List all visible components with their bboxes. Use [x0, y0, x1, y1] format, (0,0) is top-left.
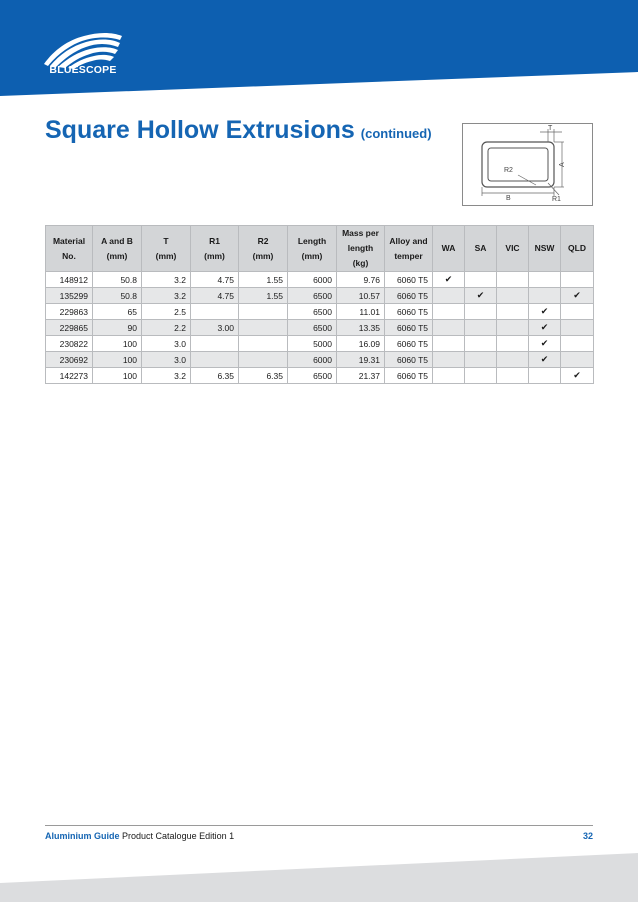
table-cell — [239, 320, 288, 336]
column-header — [46, 226, 93, 272]
dim-label-t: T — [548, 125, 553, 132]
table-cell: 10.57 — [337, 288, 385, 304]
checkmark-icon: ✔ — [561, 288, 594, 304]
table-cell — [433, 352, 465, 368]
table-row — [46, 272, 594, 288]
table-cell: 229863 — [46, 304, 93, 320]
column-header-line: VIC — [505, 243, 520, 253]
table-cell — [529, 288, 561, 304]
column-header-line: No. — [62, 250, 76, 261]
table-cell — [191, 304, 239, 320]
dim-label-b: B — [506, 195, 511, 202]
table-row — [46, 320, 594, 336]
table-cell — [191, 352, 239, 368]
table-cell: 230822 — [46, 336, 93, 352]
column-header-line: Material — [52, 235, 86, 246]
table-cell: 9.76 — [337, 272, 385, 288]
table-cell — [433, 368, 465, 384]
table-cell: 5000 — [288, 336, 337, 352]
table-cell: 50.8 — [93, 272, 142, 288]
table-cell: 6.35 — [191, 368, 239, 384]
dim-label-a: A — [559, 162, 566, 167]
page-number: 32 — [582, 831, 593, 841]
checkmark-icon: ✔ — [433, 272, 465, 288]
table-body — [46, 272, 594, 384]
table-cell — [497, 304, 529, 320]
column-header — [288, 226, 337, 272]
table-cell: 6060 T5 — [385, 368, 433, 384]
dim-label-r1: R1 — [552, 196, 561, 203]
dim-label-r2: R2 — [504, 167, 513, 174]
table-cell: 6500 — [288, 304, 337, 320]
table-cell: 6500 — [288, 288, 337, 304]
table-cell: 3.2 — [142, 368, 191, 384]
table-cell: 11.01 — [337, 304, 385, 320]
column-header-line: A and B — [101, 235, 133, 246]
table-cell: 142273 — [46, 368, 93, 384]
table-cell — [433, 336, 465, 352]
table-header-row — [46, 226, 594, 272]
table-cell: 1.55 — [239, 272, 288, 288]
table-cell — [561, 304, 594, 320]
table-cell: 6500 — [288, 320, 337, 336]
column-header — [529, 226, 561, 272]
column-header-line: (mm) — [252, 250, 274, 261]
table-cell — [465, 336, 497, 352]
column-header — [93, 226, 142, 272]
table-cell: 100 — [93, 336, 142, 352]
table-row — [46, 368, 594, 384]
checkmark-icon: ✔ — [529, 336, 561, 352]
column-header-line: (mm) — [301, 250, 323, 261]
table-cell — [497, 368, 529, 384]
table-cell — [239, 352, 288, 368]
column-header-line: QLD — [568, 243, 586, 253]
column-header — [433, 226, 465, 272]
table-cell: 3.0 — [142, 352, 191, 368]
table-cell: 6060 T5 — [385, 336, 433, 352]
table-cell — [497, 336, 529, 352]
table-cell: 6000 — [288, 352, 337, 368]
brand-name: BLUESCOPE — [49, 64, 117, 76]
table-cell: 1.55 — [239, 288, 288, 304]
table-cell: 2.5 — [142, 304, 191, 320]
table-cell: 21.37 — [337, 368, 385, 384]
column-header-line: (mm) — [155, 250, 177, 261]
table-cell — [497, 272, 529, 288]
footer-guide: Aluminium Guide — [45, 831, 120, 841]
table-cell: 6.35 — [239, 368, 288, 384]
table-cell: 148912 — [46, 272, 93, 288]
checkmark-icon: ✔ — [465, 288, 497, 304]
table-row — [46, 352, 594, 368]
table-cell — [465, 272, 497, 288]
column-header-line: R1 — [209, 235, 220, 246]
checkmark-icon: ✔ — [529, 320, 561, 336]
product-table — [45, 225, 594, 384]
table-cell: 4.75 — [191, 288, 239, 304]
table-cell — [465, 368, 497, 384]
table-cell — [561, 272, 594, 288]
column-header — [337, 226, 385, 272]
column-header-line: R2 — [257, 235, 269, 246]
table-cell: 6060 T5 — [385, 320, 433, 336]
table-row — [46, 288, 594, 304]
table-cell — [465, 352, 497, 368]
table-cell — [433, 304, 465, 320]
checkmark-icon: ✔ — [529, 352, 561, 368]
table-cell: 229865 — [46, 320, 93, 336]
page-subtitle: (continued) — [360, 126, 432, 141]
table-cell — [465, 304, 497, 320]
table-cell: 230692 — [46, 352, 93, 368]
column-header — [385, 226, 433, 272]
column-header-line: (mm) — [106, 250, 128, 261]
column-header-line: length (kg) — [347, 243, 374, 268]
column-header-line: (mm) — [204, 250, 225, 261]
column-header-line: WA — [441, 243, 456, 253]
column-header — [142, 226, 191, 272]
table-cell — [433, 320, 465, 336]
table-cell: 3.2 — [142, 288, 191, 304]
footer-band — [0, 845, 638, 902]
table-cell — [465, 320, 497, 336]
table-cell: 90 — [93, 320, 142, 336]
table-cell: 6060 T5 — [385, 304, 433, 320]
table-cell: 100 — [93, 368, 142, 384]
table-cell: 2.2 — [142, 320, 191, 336]
table-cell: 3.00 — [191, 320, 239, 336]
checkmark-icon: ✔ — [561, 368, 594, 384]
table-cell: 19.31 — [337, 352, 385, 368]
table-cell — [497, 352, 529, 368]
table-cell — [561, 320, 594, 336]
table-cell: 16.09 — [337, 336, 385, 352]
page-heading — [45, 116, 432, 145]
footer-divider — [45, 825, 593, 826]
table-cell — [529, 272, 561, 288]
table-row — [46, 336, 594, 352]
column-header-line: NSW — [534, 243, 555, 253]
table-cell — [529, 368, 561, 384]
table-cell — [191, 336, 239, 352]
table-cell: 3.0 — [142, 336, 191, 352]
table-cell: 6060 T5 — [385, 288, 433, 304]
footer-edition: Product Catalogue Edition 1 — [122, 831, 235, 841]
table-cell: 100 — [93, 352, 142, 368]
table-cell: 6060 T5 — [385, 272, 433, 288]
table-row — [46, 304, 594, 320]
column-header — [191, 226, 239, 272]
table-cell: 6060 T5 — [385, 352, 433, 368]
table-cell — [497, 288, 529, 304]
table-cell: 65 — [93, 304, 142, 320]
table-cell — [239, 304, 288, 320]
column-header-line: Alloy and — [389, 235, 428, 246]
table-cell: 4.75 — [191, 272, 239, 288]
checkmark-icon: ✔ — [529, 304, 561, 320]
table-cell — [561, 352, 594, 368]
column-header-line: SA — [474, 243, 487, 253]
table-cell: 135299 — [46, 288, 93, 304]
footer-title — [45, 831, 234, 841]
table-cell — [433, 288, 465, 304]
cross-section-diagram — [462, 123, 593, 206]
page-title: Square Hollow Extrusions — [45, 116, 355, 144]
column-header-line: Length — [297, 235, 327, 246]
column-header — [561, 226, 594, 272]
column-header-line: T — [163, 235, 169, 246]
column-header — [239, 226, 288, 272]
column-header-line: temper — [394, 250, 423, 261]
table-cell — [497, 320, 529, 336]
table-cell — [561, 336, 594, 352]
table-cell — [239, 336, 288, 352]
table-cell: 3.2 — [142, 272, 191, 288]
column-header — [497, 226, 529, 272]
table-cell: 13.35 — [337, 320, 385, 336]
column-header — [465, 226, 497, 272]
column-header-line: Mass per — [342, 228, 379, 238]
table-cell: 6500 — [288, 368, 337, 384]
table-cell: 50.8 — [93, 288, 142, 304]
table-cell: 6000 — [288, 272, 337, 288]
